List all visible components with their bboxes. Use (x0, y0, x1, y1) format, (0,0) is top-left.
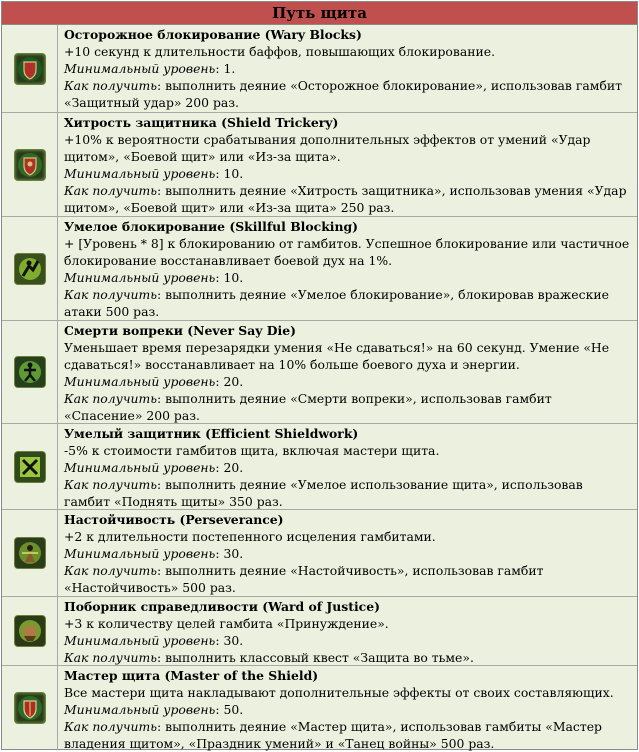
min-level-value: 20. (223, 460, 244, 475)
how-label: Как получить (64, 650, 158, 665)
row-desc: +10 секунд к длительности баффов, повышающих блокирование. (64, 44, 496, 59)
min-level-value: 20. (223, 374, 244, 389)
how-label: Как получить (64, 183, 158, 198)
table-row: Осторожное блокирование (Wary Blocks) +10 секунд к длительности баффов, повышающих блокирование. Минимальный уровень: 1. Как получить: выполнить деяние «Осторожное блокирование», использовав гамбит «Защитный удар» 200 раз. (2, 25, 637, 113)
shield-icon (14, 149, 46, 181)
how-label: Как получить (64, 719, 158, 734)
row-desc: +3 к количеству целей гамбита «Принуждение». (64, 616, 389, 631)
table-row: Мастер щита (Master of the Shield) Все мастери щита накладывают дополнительные эффекты от своих составляющих. Минимальный уровень: 50. Как получить: выполнить деяние «Мастер щита», использовав гамбиты «Мастер владения щитом», «Праздник умений» и «Танец войны» 500 раз. (2, 666, 637, 750)
min-level-value: 50. (223, 702, 244, 717)
min-level-value: 1. (223, 61, 236, 76)
table-row: Настойчивость (Perseverance) +2 к длительности постепенного исцеления гамбитами. Минимальный уровень: 30. Как получить: выполнить деяние «Настойчивость», использовав гамбит «Настойчивость» 500 раз. (2, 510, 637, 597)
row-name: Хитрость защитника (Shield Trickery) (64, 115, 339, 130)
warrior-icon (14, 253, 46, 285)
row-name: Смерти вопреки (Never Say Die) (64, 323, 296, 338)
min-level-label: Минимальный уровень (64, 374, 216, 389)
min-level-value: 30. (223, 546, 244, 561)
shield-path-table (1, 1, 638, 750)
table-row: Смерти вопреки (Never Say Die) Уменьшает время перезарядки умения «Не сдаваться!» на 60 секунд. Умение «Не сдаваться!» восстанавливает на 10% больше боевого духа и энергии. Минимальный уровень: 20. Как получить: выполнить деяние «Смерти вопреки», использовав гамбит «Спасение» 200 раз. (2, 321, 637, 424)
min-level-value: 10. (223, 270, 244, 285)
how-label: Как получить (64, 391, 158, 406)
row-desc: Уменьшает время перезарядки умения «Не сдаваться!» на 60 секунд. Умение «Не сдаваться!» восстанавливает на 10% больше боевого духа и энергии. (64, 340, 610, 372)
table-row: Поборник справедливости (Ward of Justice) +3 к количеству целей гамбита «Принуждение». Минимальный уровень: 30. Как получить: выполнить классовый квест «Защита во тьме». (2, 597, 637, 666)
min-level-label: Минимальный уровень (64, 61, 216, 76)
row-name: Настойчивость (Perseverance) (64, 512, 284, 527)
min-level-label: Минимальный уровень (64, 270, 216, 285)
row-desc: Все мастери щита накладывают дополнительные эффекты от своих составляющих. (64, 685, 614, 700)
how-text: выполнить деяние «Смерти вопреки», использовав гамбит «Спасение» 200 раз. (64, 391, 552, 423)
how-text: выполнить деяние «Настойчивость», использовав гамбит «Настойчивость» 500 раз. (64, 563, 544, 595)
table-row: Умелый защитник (Efficient Shieldwork) -5% к стоимости гамбитов щита, включая мастери щита. Минимальный уровень: 20. Как получить: выполнить деяние «Умелое использование щита», использовав гамбит «Поднять щиты» 350 раз. (2, 424, 637, 510)
how-text: выполнить деяние «Мастер щита», использовав гамбиты «Мастер владения щитом», «Праздник умений» и «Танец войны» 500 раз. (64, 719, 602, 751)
how-text: выполнить деяние «Умелое блокирование», блокировав вражеские атаки 500 раз. (64, 287, 609, 319)
how-label: Как получить (64, 477, 158, 492)
how-text: выполнить классовый квест «Защита во тьме». (165, 650, 474, 665)
row-name: Мастер щита (Master of the Shield) (64, 668, 319, 683)
min-level-label: Минимальный уровень (64, 460, 216, 475)
min-level-label: Минимальный уровень (64, 702, 216, 717)
fist-icon (14, 615, 46, 647)
swords-icon (14, 451, 46, 483)
min-level-label: Минимальный уровень (64, 166, 216, 181)
figure-icon (14, 356, 46, 388)
shield-icon (14, 692, 46, 724)
how-label: Как получить (64, 287, 158, 302)
how-text: выполнить деяние «Умелое использование щита», использовав гамбит «Поднять щиты» 350 раз. (64, 477, 583, 509)
shield-icon (14, 53, 46, 85)
how-text: выполнить деяние «Хитрость защитника», использовав умения «Удар щитом», «Боевой щит» или «Из-за щита» 250 раз. (64, 183, 627, 215)
min-level-value: 30. (223, 633, 244, 648)
how-label: Как получить (64, 78, 158, 93)
row-desc: -5% к стоимости гамбитов щита, включая мастери щита. (64, 443, 440, 458)
table-row: Умелое блокирование (Skillful Blocking) + [Уровень * 8] к блокированию от гамбитов. Успешное блокирование или частичное блокирование восстанавливает боевой дух на 1%. Минимальный уровень: 10. Как получить: выполнить деяние «Умелое блокирование», блокировав вражеские атаки 500 раз. (2, 217, 637, 321)
row-desc: +10% к вероятности срабатывания дополнительных эффектов от умений «Удар щитом», «Боевой щит» или «Из-за щита». (64, 132, 591, 164)
min-level-label: Минимальный уровень (64, 633, 216, 648)
row-desc: + [Уровень * 8] к блокированию от гамбитов. Успешное блокирование или частичное блокирование восстанавливает боевой дух на 1%. (64, 236, 630, 268)
table-title: Путь щита (2, 2, 637, 25)
min-level-value: 10. (223, 166, 244, 181)
how-text: выполнить деяние «Осторожное блокирование», использовав гамбит «Защитный удар» 200 раз. (64, 78, 622, 110)
table-row: Хитрость защитника (Shield Trickery) +10% к вероятности срабатывания дополнительных эффектов от умений «Удар щитом», «Боевой щит» или «Из-за щита». Минимальный уровень: 10. Как получить: выполнить деяние «Хитрость защитника», использовав умения «Удар щитом», «Боевой щит» или «Из-за щита» 250 раз. (2, 113, 637, 217)
row-name: Умелое блокирование (Skillful Blocking) (64, 219, 359, 234)
heal-icon (14, 537, 46, 569)
how-label: Как получить (64, 563, 158, 578)
row-desc: +2 к длительности постепенного исцеления гамбитами. (64, 529, 436, 544)
row-name: Осторожное блокирование (Wary Blocks) (64, 27, 362, 42)
min-level-label: Минимальный уровень (64, 546, 216, 561)
row-name: Умелый защитник (Efficient Shieldwork) (64, 426, 359, 441)
row-name: Поборник справедливости (Ward of Justice) (64, 599, 380, 614)
